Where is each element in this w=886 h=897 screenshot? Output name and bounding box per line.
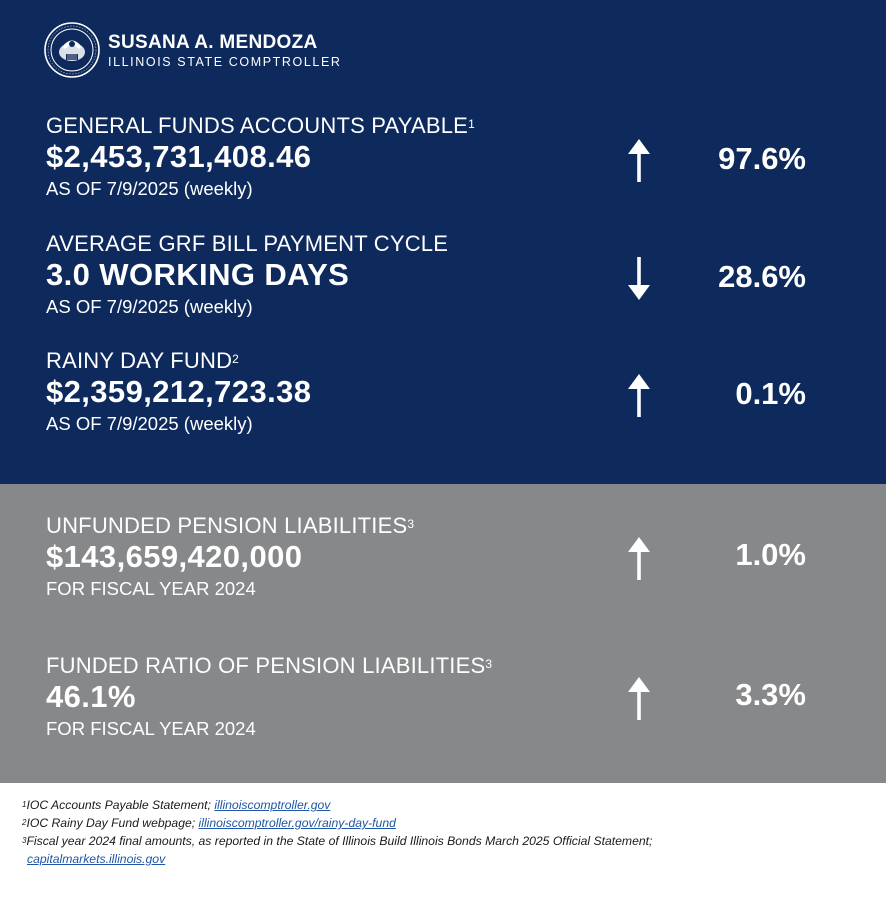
metric-value: 46.1%	[46, 679, 136, 714]
footnote-link[interactable]: illinoiscomptroller.gov/rainy-day-fund	[198, 816, 396, 830]
metric-funded-ratio	[46, 653, 606, 741]
metric-rainy-day-fund	[46, 348, 606, 436]
metric-change: 28.6%	[718, 259, 806, 294]
metric-label: AVERAGE GRF BILL PAYMENT CYCLE	[46, 231, 449, 256]
metric-label: RAINY DAY FUND$^2$	[46, 348, 240, 373]
metric-value: $143,659,420,000	[46, 539, 303, 574]
metric-change: 0.1%	[735, 376, 806, 411]
footnote-link[interactable]: capitalmarkets.illinois.gov	[27, 852, 166, 866]
metric-date: FOR FISCAL YEAR 2024	[46, 718, 256, 739]
footnote-2: $^2$IOC Rainy Day Fund webpage; illinoiscomptroller.gov/rainy-day-fund	[22, 816, 396, 830]
metric-label: UNFUNDED PENSION LIABILITIES$^3$	[46, 513, 415, 538]
metric-value: $2,359,212,723.38	[46, 374, 312, 409]
metric-date: AS OF 7/9/2025 (weekly)	[46, 296, 253, 317]
comptroller-title: ILLINOIS STATE COMPTROLLER	[108, 55, 342, 69]
metric-accounts-payable	[46, 113, 606, 201]
comptroller-name: SUSANA A. MENDOZA	[108, 32, 318, 53]
footnote-3: $^3$Fiscal year 2024 final amounts, as reported in the State of Illinois Build Illinois Bonds March 2025 Official Statement;	[22, 834, 653, 848]
footnote-ref: 3	[407, 517, 415, 531]
metric-payment-cycle	[46, 231, 606, 319]
footnote-ref: 1	[468, 117, 475, 131]
metric-value: 3.0 WORKING DAYS	[46, 257, 350, 292]
footnote-ref: 2	[232, 352, 240, 366]
metric-label: GENERAL FUNDS ACCOUNTS PAYABLE$^1$	[46, 113, 475, 138]
metric-date: AS OF 7/9/2025 (weekly)	[46, 178, 253, 199]
metric-date: FOR FISCAL YEAR 2024	[46, 578, 256, 599]
footnote-ref: 3	[485, 657, 493, 671]
metric-label: FUNDED RATIO OF PENSION LIABILITIES$^3$	[46, 653, 493, 678]
metric-change: 97.6%	[718, 141, 806, 176]
metric-change: 1.0%	[735, 537, 806, 572]
footnotes	[22, 796, 862, 868]
footnote-link[interactable]: illinoiscomptroller.gov	[214, 798, 331, 812]
metric-value: $2,453,731,408.46	[46, 139, 312, 174]
state-seal-icon	[44, 22, 100, 78]
metric-unfunded-pension	[46, 513, 606, 601]
metric-change: 3.3%	[735, 677, 806, 712]
footnote-3-link-line	[22, 850, 862, 868]
footnote-1: $^1$IOC Accounts Payable Statement; illinoiscomptroller.gov	[22, 798, 331, 812]
metric-date: AS OF 7/9/2025 (weekly)	[46, 413, 253, 434]
